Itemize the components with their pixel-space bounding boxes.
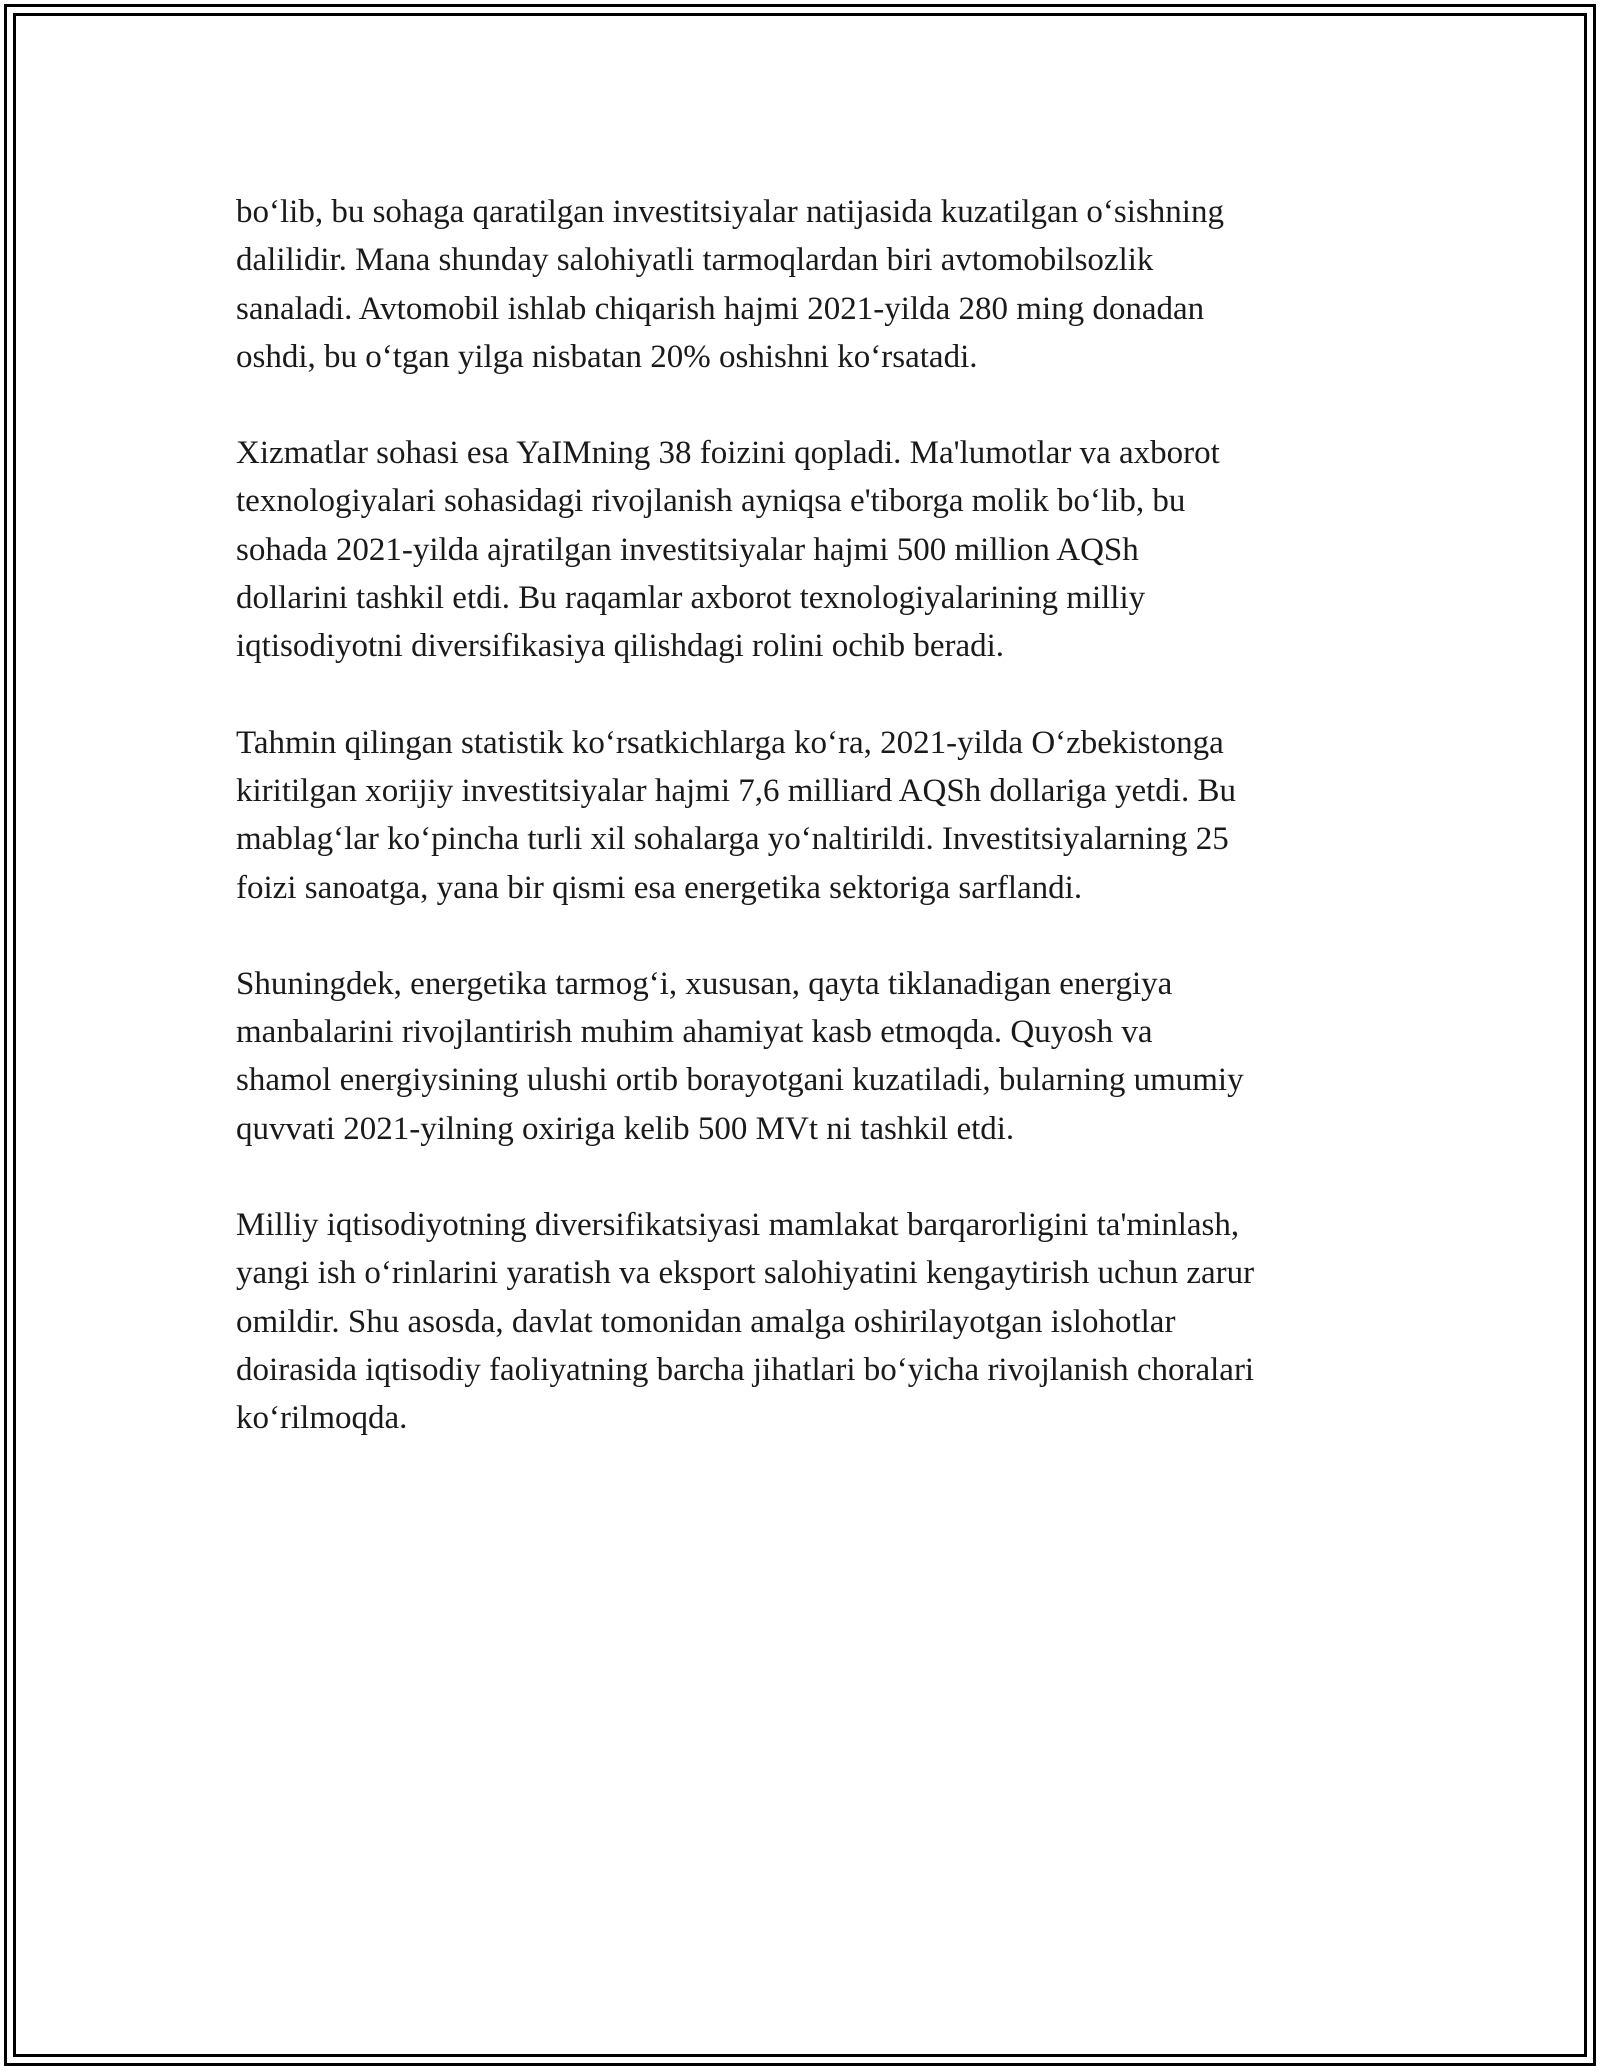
text-line: oshdi, bu o‘tgan yilga nisbatan 20% oshishni ko‘rsatadi.	[236, 338, 978, 375]
text-line: Shuningdek, energetika tarmog‘i, xususan, qayta tiklanadigan energiya	[236, 965, 1173, 1002]
text-line: kiritilgan xorijiy investitsiyalar hajmi 7,6 milliard AQSh dollariga yetdi. Bu	[236, 772, 1236, 809]
text-line: iqtisodiyotni diversifikasiya qilishdagi rolini ochib beradi.	[236, 628, 1005, 665]
text-line: ko‘rilmoqda.	[236, 1400, 408, 1437]
text-line: Tahmin qilingan statistik ko‘rsatkichlarga ko‘ra, 2021-yilda O‘zbekistonga	[236, 724, 1224, 761]
text-line: manbalarini rivojlantirish muhim ahamiyat kasb etmoqda. Quyosh va	[236, 1014, 1153, 1051]
text-line: dollarini tashkil etdi. Bu raqamlar axborot texnologiyalarining milliy	[236, 580, 1146, 617]
text-line: omildir. Shu asosda, davlat tomonidan amalga oshirilayotgan islohotlar	[236, 1303, 1176, 1340]
paragraph-diversification	[236, 1201, 1376, 1442]
text-line: foizi sanoatga, yana bir qismi esa energetika sektoriga sarflandi.	[236, 869, 1083, 906]
text-line: Milliy iqtisodiyotning diversifikatsiyasi mamlakat barqarorligini ta'minlash,	[236, 1207, 1240, 1244]
paragraph-foreign-investment	[236, 719, 1376, 912]
text-line: bo‘lib, bu sohaga qaratilgan investitsiyalar natijasida kuzatilgan o‘sishning	[236, 194, 1224, 230]
text-line: Xizmatlar sohasi esa YaIMning 38 foizini qopladi. Ma'lumotlar va axborot	[236, 435, 1220, 472]
text-line: dalilidir. Mana shunday salohiyatli tarmoqlardan biri avtomobilsozlik	[236, 242, 1154, 279]
text-line: mablag‘lar ko‘pincha turli xil sohalarga yo‘naltirildi. Investitsiyalarning 25	[236, 821, 1229, 858]
text-line: doirasida iqtisodiy faoliyatning barcha jihatlari bo‘yicha rivojlanish choralari	[236, 1351, 1255, 1388]
text-line: quvvati 2021-yilning oxiriga kelib 500 MVt ni tashkil etdi.	[236, 1110, 1015, 1147]
text-line: shamol energiysining ulushi ortib borayotgani kuzatiladi, bularning umumiy	[236, 1062, 1244, 1099]
text-line: sohada 2021-yilda ajratilgan investitsiyalar hajmi 500 million AQSh	[236, 531, 1139, 568]
document-body	[236, 188, 1376, 1491]
paragraph-automotive	[236, 188, 1376, 381]
text-line: sanaladi. Avtomobil ishlab chiqarish hajmi 2021-yilda 280 ming donadan	[236, 290, 1205, 327]
text-line: yangi ish o‘rinlarini yaratish va eksport salohiyatini kengaytirish uchun zarur	[236, 1255, 1255, 1292]
paragraph-services	[236, 429, 1376, 670]
text-line: texnologiyalari sohasidagi rivojlanish ayniqsa e'tiborga molik bo‘lib, bu	[236, 483, 1186, 520]
paragraph-energy	[236, 960, 1376, 1153]
